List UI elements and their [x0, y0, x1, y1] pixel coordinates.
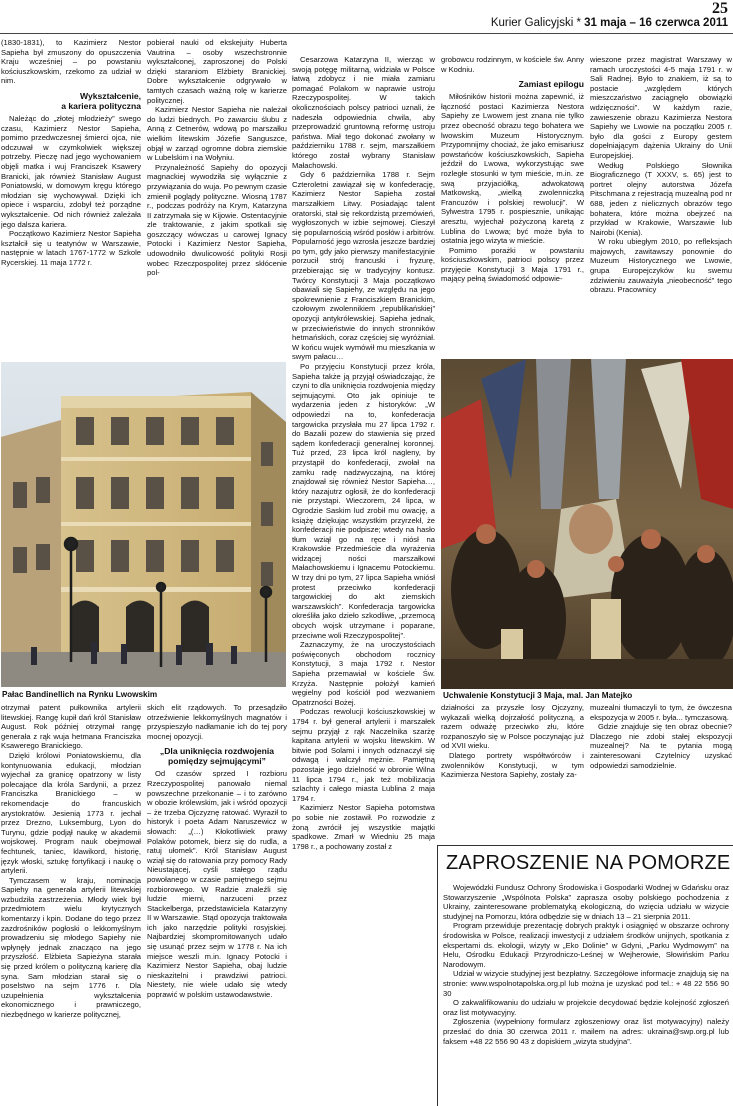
- paragraph: Początkowo Kazimierz Nestor Sapieha kształcił się u teatynów w Warszawie, następnie w latach 1767-1772 w Szkole Rycerskiej. 11 maja 1772 r.: [1, 229, 141, 267]
- section-heading: „Dla uniknięcia rozdwojenia pomiędzy sejmującymi”: [159, 746, 275, 767]
- announcement-body: [443, 883, 729, 1046]
- paragraph: Zgłoszenia (wypełniony formularz zgłoszeniowy oraz list motywacyjny) należy przesłać do dnia 30 czerwca 2011 r. mailem na adres: ukraina@swp.org.pl lub faksem +48 22 556 90 43 z dopiskiem „wizyta studyjna”.: [443, 1017, 729, 1046]
- header-rule: [0, 33, 733, 34]
- paragraph: Pomimo porażki w powstaniu kościuszkowskim, patrioci polscy przez przyjęcie Konstytucji 3 Maja 1791 r., mający pełną świadomość odpowie-: [441, 245, 584, 284]
- section-heading: Zamiast epilogu: [518, 79, 584, 90]
- article-column-3: [292, 55, 435, 1106]
- article-column-4: [441, 55, 584, 357]
- paragraph: Miłośników historii można zapewnić, iż łączność postaci Kazimierza Nestora Sapiehy ze Lwowem jest znana nie tylko przez obecność obrazu tego bohatera we lwowskim Muzeum Historycznym. Przypomnijmy chociaż, że jako emisariusz powstańców kościuszkowskich, Sapieha jeździł do Lwowa, wykorzystując swe rozległe stosunki w tym mieście, m.in. ze swą przyjaciółką, adwokatową Matkowską, „wielką zwolenniczką Francuzów i polskiej rewolucji”. W Sylwestra 1795 r. pospiesznie, unikając aresztu, wyjechał pożyczoną karetą z Lublina do Lwowa; być może była to ostatnia jego wizyta w mieście.: [441, 92, 584, 246]
- paragraph: otrzymał patent pułkownika artylerii litewskiej. Rangę kupił dań król Stanisław August. Rok później otrzymał rangę generała z rąk wuja hetmana Franciszka Ksawerego Branickiego.: [1, 703, 141, 751]
- building-illustration: [1, 362, 286, 687]
- announcement-title: ZAPROSZENIE NA POMORZE: [446, 852, 731, 874]
- paragraph: Przynależność Sapiehy do opozycji magnackiej wywodziła się wyłącznie z przywiązania do wuja. Po pewnym czasie zmienił poglądy polityczne. Wiosną 1787 r., podczas podróży na Krym, Katarzyna II zatrzymała się w Kijowie. Ostentacyjnie zle traktowanie, z jakim spotkali się goszczący wówczas u carowej Ignacy Potocki i Kazimierz Nestor Sapieha, udowodniło dwulicowość polityki Rosji wobec Rzeczpospolitej przez skłócenie pol-: [147, 162, 287, 278]
- paragraph: Dzięki królowi Poniatowskiemu, dla kontynuowania edukacji, młodzian wyjechał za granicę opatrzony w listy polecające dla króla Sardynii, a przez Franciszka Branickiego – w rekomendacje do francuskich arystokratów. Jesienią 1773 r. jechał przez Drezno, Luksemburg, Lyon do Turynu, gdzie podjął naukę w akademii wojskowej. Program nauk obejmował fechtunek, taniec, klawikord, historię, język włoski, sztukę fortyfikacji i naukę o artylerii.: [1, 750, 141, 876]
- paragraph: Gdy 6 października 1788 r. Sejm Czteroletni zawiązał się w konfederację, Kazimierz Nestor Sapieha został marszałkiem Litwy. Posiadając talent oratorski, stał się rekordzistą przemówień, wygłoszonych w izbie sejmowej. Cieszył się popularnością wśród posłów i arbitrów. Popularność jego wzrosła jeszcze bardziej po tym, gdy jako pierwszy manifestacyjnie porzucił strój francuski i fryzurę, przebierając się w tradycyjny kontusz. Twórcy Konstytucji 3 Maja początkowo obawiali się Sapiehy, ze względu na jego spokrewnienie z Franciszkiem Branickim, czołowym zwolennikiem „republikańskiej” opozycji antykrólewskiej. Sapieha jednak, w przeciwieństwie do innych stronników hetmańskich, coraz częściej się wyróżniał. W końcu wujek wymówił mu mieszkania w swym pałacu…: [292, 170, 435, 362]
- paragraph: Tymczasem w kraju, nominacja Sapiehy na generała artylerii litewskiej wzbudziła zastrzeżenia. Młody wiek był przedmiotem wielu krytycznych komentarzy i kpin. Dodane do tego przez zazdrośników pogłoski o lekkomyślnym prowadzeniu się młodego Sapiehy nie wpłynęły jednak znacząco na jego przyszłość. Elżbieta Sapieżyna starała się przed królem o polityczną karierę dla syna. Sam młodzian starał się o poselstwo na sejm 1776 r. Dla uzupełnienia wykształcenia ekonomicznego i prawniczego, niezbędnego w karierze politycznej,: [1, 875, 141, 1019]
- paragraph: O zakwalifikowaniu do udziału w projekcie decydować będzie kolejność zgłoszeń oraz list motywacyjny.: [443, 998, 729, 1017]
- paragraph: Po przyjęciu Konstytucji przez króla, Sapieha także ją przyjął oświadczając, że czyni to dla uniknięcia rozdwojenia między sejmującymi. Oto jak opiniuje te wydarzenia jeden z historyków: „W odpowiedzi na to, konfederacja targowicka przysłała mu 27 lipca 1792 r. do Bazalii pozew do stawienia się przed sądem konfederacji generalnej koronnej. Tuż przed, 23 lipca król nagleny, by przystąpił do konfederacji, zwołał na zamku radę nadzwyczajną, na której znajdował się również Nestor Sapieha…, który nazajutrz ogłosił, że do konfederacji nie przystąpi. Wieczorem, 24 lipca, w Ogrodzie Saskim lud zrobił mu owację, a książę dziękując wszystkim przyrzekł, że konfederacji nie podpisze; wtedy na hasło tłum wziął go na ręce i niósł na Krakowskie Przedmieście dla wyrażenia widzącej ności marszałkowi Małachowskiemu i Ignacemu Potockiemu. W trzy dni po tym, 27 lipca Sapieha wniósł protest przeciwko konfederacji targowickiej do akt ziemskich warszawskich”. Konfederacja targowicka określiła jako dzieło szkodliwe, „przemocą obcych wojsk utrzymane i poparane, przeciwne woli Rzeczypospolitej”.: [292, 362, 435, 640]
- paragraph: działności za przyszłe losy Ojczyzny, wykazali wielką dojrzałość polityczną, a razem odważę przeciwko złu, które rozpanoszyło się w Polsce poczynając już od XVII wieku.: [441, 703, 584, 751]
- publication-line: Kurier Galicyjski * 31 maja – 16 czerwca 2011: [490, 17, 728, 29]
- article-column-2: [147, 38, 287, 368]
- section-heading: Wykształcenie, a kariera polityczna: [61, 90, 141, 111]
- paragraph: pobierał nauki od ekskejuity Huberta Vautrina – osoby wszechstronnie wykształconej, zaproszonej do Polski dzięki staraniom Elżbiety Branickiej. Dobre wykształcenie odgrywało w tamtych czasach ważną rolę w karierze politycznej.: [147, 38, 287, 105]
- article-column-2-continued: [147, 703, 287, 1106]
- photo-caption: Uchwalenie Konstytucji 3 Maja, mal. Jan Matejko: [443, 691, 633, 700]
- article-column-1-continued: [1, 703, 141, 1106]
- issue-dates: 31 maja – 16 czerwca 2011: [584, 17, 728, 29]
- photo-caption: Pałac Bandinellich na Rynku Lwowskim: [2, 690, 158, 699]
- paragraph: muzealni tłumaczyli to tym, że ówczesna ekspozycja w 2005 r. była... tymczasową.: [590, 703, 732, 722]
- article-column-5-continued: [590, 703, 732, 843]
- page-number: 25: [712, 0, 728, 17]
- paragraph: wieszone przez magistrat Warszawy w ramach uroczystości 4-5 maja 1791 r. w Sali Radnej. Było to znakiem, iż są to postacie „względem których mieszczaństwo zaciągnęło obowiązki wdzięczności”. W każdym razie, zawieszenie obrazu Kazimierza Nestora Sapiehy we Lwowie na początku 2005 r. było dla gości z Europy gestem dopełniającym dążenia Ukrainy do Unii Europejskiej.: [590, 55, 732, 160]
- paragraph: Udział w wizycie studyjnej jest bezpłatny. Szczegółowe informacje znajdują się na stronie: www.wspolnotapolska.org.pl lub można je uzyskać pod tel.: + 48 22 556 90 30: [443, 969, 729, 998]
- photo-matejko-painting: [441, 359, 733, 689]
- paragraph: Według Polskiego Słownika Biograficznego (T XXXV, s. 65) jest to portret olejny autorstwa Józefa Pitschmana z rejestracją muzealną pod nr 688, jeden z nielicznych obrazów tego bohatera, które można obejrzeć na przykład w Krakowie, Warszawie lub Nairobi (Kenia).: [590, 160, 732, 237]
- paragraph: W roku ubiegłym 2010, po refleksjach majowych, zawitawszy ponownie do Muzeum Historycznego we Lwowie, grupa Europejczyków ku swemu zdziwieniu zauważyła „nieobecność” tego obrazu. Pracownicy: [590, 237, 732, 295]
- painting-illustration: [441, 359, 733, 689]
- paragraph: Wojewódzki Fundusz Ochrony Środowiska i Gospodarki Wodnej w Gdańsku oraz Stowarzyszenie „Wspólnota Polska” zaprasza osoby polskiego pochodzenia z Ukrainy, zainteresowane problematyką ekologiczną, do wzięcia udziału w wizycie studyjnej na Pomorzu, która odbędzie się w dniach 13 – 21 sierpnia 2011.: [443, 883, 729, 921]
- article-column-4-continued: [441, 703, 584, 843]
- paragraph: Cesarzowa Katarzyna II, wierząc w swoją potęgę militarną, widziała w Polsce łatwą zdobycz i nie miała zamiaru pomagać Polakom w naprawie ustroju Rzeczypospolitej. W takich okolicznościach polscy patrioci uznali, że nadeszła odpowiednia chwila, aby przeprowadzić gruntowną reformę ustroju państwa. Miał tego dokonać zwołany w październiku 1788 r. sejm, marszałkiem którego został wybrany Stanisław Małachowski.: [292, 55, 435, 170]
- page-header: [0, 0, 733, 32]
- paragraph: Gdzie znajduje się ten obraz obecnie? Dlaczego nie zdobi stałej ekspozycji muzealnej? Na te pytania mogą zainteresowani Czytelnicy uzyskać odpowiedzi samodzielnie.: [590, 722, 732, 770]
- paragraph: Kazimierz Nestor Sapieha nie należał do ludzi biednych. Po zawarciu ślubu z Anną z Cetnerów, wdową po marszałku wielkim litewskim Józefie Sanguszce, objął w zarząd ogromne dobra ziemskie w Lubelskim i na Wołyniu.: [147, 105, 287, 163]
- paragraph: Od czasów sprzed I rozbioru Rzeczypospolitej panowało niemal powszechne przekonanie – i to zarówno w obozie królewskim, jak i wśród opozycji – że trzeba Ojczyznę ratować. Wyraził to historyk i poeta Adam Naruszewicz w słowach: „(…) Kłokotliwiek prawy Polaków potomek, bierz się do rudla, a ratuj ułomek”. Król Stanisław August wziął się do ratowania przy pomocy Rady Nieustającej, cyśli stałego rządu powołanego w czasie pamiętnego sejmu rozbiorowego. W Radzie znaleźli się ludzie mierni, narzuceni przez Stackelberga, przedstawiciela Katarzyny II w Warszawie. Stąd opozycja traktowała ich jako narzędzie polityki rosyjskiej. Najbardziej skompromitowanych udało się usunąć przez sejm w 1778 r. Na ich miejsce weszli m.in. Ignacy Potocki i Kazimierz Nestor Sapieha, obaj ludzie nieskazitelni i prawdziwi patrioci. Niestety, nie wiele udało się wtedy poprawić w polskim ustawodawstwie.: [147, 769, 287, 1000]
- paragraph: Podczas rewolucji kościuszkowskiej w 1794 r. był generał artylerii i marszałek sejmu przyjął z rąk Naczelnika szarżę kapitana artylerii w wojsku litewskim. W bitwie pod Solami i innych odznaczył się odwagą i walczył mężnie. Pamiętną pozostaje jego dzielność w obronie Wilna 11 lipca 1794 r., jak też mobilizacja szlachty i całego miasta Lublina 2 maja 1794 r.: [292, 707, 435, 803]
- paragraph: Kazimierz Nestor Sapieha potomstwa po sobie nie zostawił. Po rozwodzie z żoną zwrócił jej wszystkie majątki spadkowe. Zmarł w Wiedniu 25 maja 1798 r., a pochowany został z: [292, 803, 435, 851]
- photo-bandinelli-palace: [1, 362, 286, 687]
- paragraph: (1830-1831), to Kazimierz Nestor Sapieha był zmuszony do opuszczenia Kraju wcześniej – po powstaniu kościuszkowskim, rzekomo za udział w nim.: [1, 38, 141, 86]
- paragraph: Dlatego portrety współtwórców i zwolenników Konstytucji, w tym Kazimierza Nestora Sapiehy, zostały za-: [441, 750, 584, 780]
- article-column-5: [590, 55, 732, 357]
- paragraph: Należąc do „złotej młodzieży” swego czasu, Kazimierz Nestor Sapieha, pomimo przedwczesnej śmierci ojca, nie odczuwał w czymkolwiek większej potrzeby. Pieczę nad jego wychowaniem objęli matka i wuj Franciszek Ksawery Branicki, jak również Stanisław August Poniatowski, w domowym kręgu którego młodzian się wychowywał. Dzięki ich opiece i wsparciu, zdobył też porządne wykształcenie. Od nich również zależała jego dalsza kariera.: [1, 113, 141, 229]
- article-column-1: [1, 38, 141, 368]
- paragraph: Program przewiduje prezentację dobrych praktyk i osiągnięć w obszarze ochrony środowiska w Polsce, realizacji inwestycji z udziałem środków unijnych, spotkania z ekspertami ds. ekologii, wizyty w „Eko Dolinie” w Gdyni, „Parku Wydmowym” na Helu, Ośrodku Edukacji Przyrodniczo-Leśnej w Wejherowie, Słowińskim Parku Narodowym.: [443, 921, 729, 969]
- paragraph: Zaznaczymy, że na uroczystościach poświęconych obchodom rocznicy Konstytucji, 3 maja 1792 r. Nestor Sapieha przemawiał w kościele Św. Krzyża. Następnie położył kamień węgielny pod kościół pod wezwaniem Opatrzności Bożej.: [292, 640, 435, 707]
- paragraph: grobowcu rodzinnym, w kościele św. Anny w Kodniu.: [441, 55, 584, 74]
- paragraph: skich elit rządowych. To przesądziło otrzeźwienie lekkomyślnych magnatów i przyspieszyło nadłamanie ich do tej pory mocnej opozycji.: [147, 703, 287, 741]
- publication-name: Kurier Galicyjski: [490, 17, 574, 29]
